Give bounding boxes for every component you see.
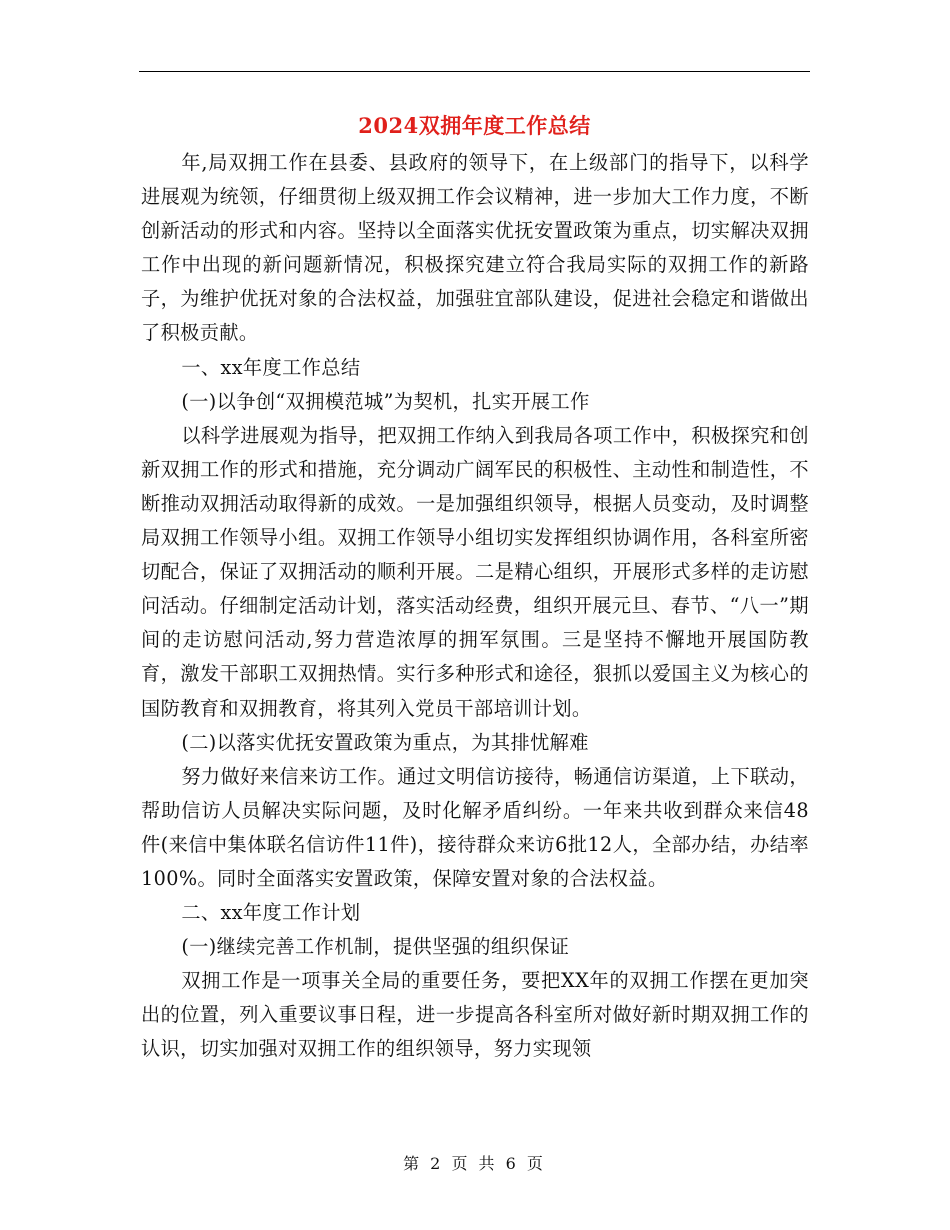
- body-paragraph: 双拥工作是一项事关全局的重要任务，要把XX年的双拥工作摆在更加突出的位置，列入重要议事日程，进一步提高各科室所对做好新时期双拥工作的认识，切实加强对双拥工作的组织领导，努力实现领: [141, 969, 809, 1061]
- document-title: 2024双拥年度工作总结: [358, 113, 591, 138]
- subsection-heading-1: (一)以争创“双拥模范城”为契机，扎实开展工作: [181, 389, 590, 413]
- section-heading-summary: 一、xx年度工作总结: [181, 355, 361, 379]
- section-heading-plan: 二、xx年度工作计划: [181, 901, 361, 925]
- page-number: 第 2 页 共 6 页: [403, 1154, 546, 1173]
- intro-paragraph: 年,局双拥工作在县委、县政府的领导下，在上级部门的指导下，以科学进展观为统领，仔细贯彻上级双拥工作会议精神，进一步加大工作力度，不断创新活动的形式和内容。坚持以全面落实优抚安置政策为重点，切实解决双拥工作中出现的新问题新情况，积极探究建立符合我局实际的双拥工作的新路子，为维护优抚对象的合法权益，加强驻宜部队建设，促进社会稳定和谐做出了积极贡献。: [141, 151, 809, 345]
- subsection-heading-3: (一)继续完善工作机制，提供坚强的组织保证: [181, 935, 570, 959]
- body-paragraph: 以科学进展观为指导，把双拥工作纳入到我局各项工作中，积极探究和创新双拥工作的形式和措施，充分调动广阔军民的积极性、主动性和制造性，不断推动双拥活动取得新的成效。一是加强组织领导，根据人员变动，及时调整局双拥工作领导小组。双拥工作领导小组切实发挥组织协调作用，各科室所密切配合，保证了双拥活动的顺利开展。二是精心组织，开展形式多样的走访慰问活动。仔细制定活动计划，落实活动经费，组织开展元旦、春节、“八一”期间的走访慰问活动,努力营造浓厚的拥军氛围。三是坚持不懈地开展国防教育，激发干部职工双拥热情。实行多种形式和途径，狠抓以爱国主义为核心的国防教育和双拥教育，将其列入党员干部培训计划。: [141, 423, 809, 720]
- body-paragraph: 努力做好来信来访工作。通过文明信访接待，畅通信访渠道，上下联动，帮助信访人员解决实际问题，及时化解矛盾纠纷。一年来共收到群众来信48件(来信中集体联名信访件11件)，接待群众来访6批12人，全部办结，办结率100%。同时全面落实安置政策，保障安置对象的合法权益。: [141, 764, 809, 890]
- subsection-heading-2: (二)以落实优抚安置政策为重点，为其排忧解难: [181, 730, 589, 754]
- header-rule: [139, 71, 810, 72]
- document-body: [141, 146, 809, 1067]
